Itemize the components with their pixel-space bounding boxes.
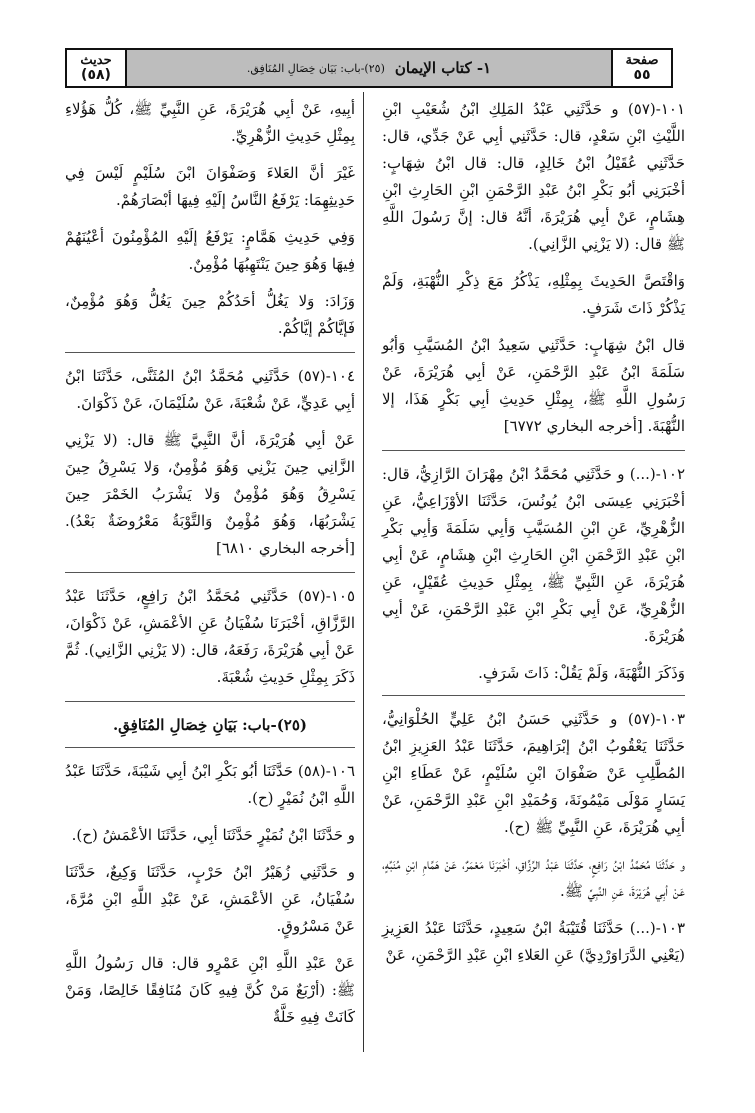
hadith-paragraph: ١٠٣-(...) حَدَّثَنَا قُتَيْبَةُ ابْنُ سَعِيدٍ، حَدَّثَنَا عَبْدُ العَزِيزِ (يَعْنِي الدَّرَاوَرْدِيَّ) عَنِ العَلاءِ ابْنِ عَبْدِ الرَّحْمَنِ، عَنْ: [382, 919, 685, 964]
hadith-paragraph: أبِيهِ، عَنْ أبِي هُرَيْرَةَ، عَنِ النَّبِيِّ ﷺ، كُلُّ هَؤُلاءِ بِمِثْلِ حَدِيثِ الزُّهْرِيِّ.: [65, 100, 355, 145]
left-column: [65, 96, 355, 1041]
hadith-label: حديث: [80, 53, 112, 68]
commentary-paragraph: وَزَادَ: وَلا يَغُلُّ أحَدُكُمْ حِينَ يَغُلُّ وَهُوَ مُؤْمِنٌ، فَإيَّاكُمْ إيَّاكُمْ.: [65, 292, 355, 337]
page-number: ٥٥: [633, 67, 651, 83]
right-column: [382, 96, 685, 979]
page-label: صفحة: [625, 53, 659, 68]
hadith-paragraph: ١٠١-(٥٧) و حَدَّثَنِي عَبْدُ المَلِكِ ابْنُ شُعَيْبِ ابْنِ اللَّيْثِ ابْنِ سَعْدٍ، قال: حَدَّثَنِي أبِي عَنْ جَدِّي، قال: حَدَّثَنِي عُقَيْلُ ابْنُ خَالِدٍ، قال: قال ابْنُ شِهَابٍ: أخْبَرَنِي أبُو بَكْرِ ابْنُ عَبْدِ الرَّحْمَنِ ابْنِ الحَارِثِ ابْنِ هِشَامٍ، عَنْ أبِي هُرَيْرَةَ، أنَّهُ قال: إنَّ رَسُولَ اللَّهِ ﷺ قال: (لا يَزْنِي الزَّانِي).: [382, 100, 685, 253]
column-divider: [363, 92, 364, 1052]
separator-line: [382, 450, 685, 451]
running-title: [137, 50, 601, 86]
hadith-paragraph: ١٠٥-(٥٧) حَدَّثَنِي مُحَمَّدُ ابْنُ رَافِعٍ، حَدَّثَنَا عَبْدُ الرَّزَّاقِ، أخْبَرَنَا سُفْيَانُ عَنِ الأعْمَشِ، عَنْ ذَكْوَانَ، عَنْ أبِي هُرَيْرَةَ، رَفَعَهُ، قال: (لا يَزْنِي الزَّانِي). ثُمَّ ذَكَرَ بِمِثْلِ حَدِيثِ شُعْبَةَ.: [65, 587, 355, 686]
commentary-paragraph: غَيْرَ أنَّ العَلاءَ وَصَفْوَانَ ابْنَ سُلَيْمٍ لَيْسَ فِي حَدِيثِهِمَا: يَرْفَعُ النَّاسُ إلَيْهِ فِيهَا أبْصَارَهُمْ.: [65, 164, 355, 209]
page-number-box: [611, 48, 673, 88]
hadith-paragraph: و حَدَّثَنِي زُهَيْرُ ابْنُ حَرْبٍ، حَدَّثَنَا وَكِيعٌ، حَدَّثَنَا سُفْيَانُ، عَنِ الأعْمَشِ، عَنْ عَبْدِ اللَّهِ ابْنِ مُرَّةَ، عَنْ مَسْرُوقٍ.: [65, 863, 355, 935]
separator-line: [65, 701, 355, 702]
book-title: ١- كتاب الإيمان: [394, 59, 492, 77]
commentary-paragraph: وَذَكَرَ النُّهْبَةَ، وَلَمْ يَقُلْ: ذَاتَ شَرَفٍ.: [478, 664, 685, 682]
separator-line: [65, 747, 355, 748]
hadith-paragraph: ١٠٦-(٥٨) حَدَّثَنَا أبُو بَكْرِ ابْنُ أبِي شَيْبَةَ، حَدَّثَنَا عَبْدُ اللَّهِ ابْنُ نُمَيْرٍ (ح).: [65, 762, 355, 807]
hadith-paragraph: ١٠٤-(٥٧) حَدَّثَنِي مُحَمَّدُ ابْنُ المُثَنَّى، حَدَّثَنَا ابْنُ أبِي عَدِيٍّ، عَنْ شُعْبَةَ، عَنْ سُلَيْمَانَ، عَنْ ذَكْوَانَ.: [65, 367, 355, 412]
hadith-paragraph: و حَدَّثَنَا ابْنُ نُمَيْرٍ حَدَّثَنَا أبِي، حَدَّثَنَا الأعْمَشُ (ح).: [71, 826, 355, 844]
chapter-heading: (٢٥)-باب: بَيَانِ خِصَالِ المُنَافِقِ.: [112, 716, 308, 734]
hadith-paragraph: عَنْ عَبْدِ اللَّهِ ابْنِ عَمْرٍو قال: قال رَسُولُ اللَّهِ ﷺ: (أرْبَعٌ مَنْ كُنَّ فِيهِ كَانَ مُنَافِقًا خَالِصًا، وَمَنْ كَانَتْ فِيهِ خَلَّةٌ: [65, 954, 355, 1026]
separator-line: [65, 352, 355, 353]
hadith-paragraph: عَنْ أبِي هُرَيْرَةَ، أنَّ النَّبِيَّ ﷺ قال: (لا يَزْنِي الزَّانِي حِينَ يَزْنِي وَهُوَ مُؤْمِنٌ، وَلا يَسْرِقُ حِينَ يَسْرِقُ وَهُوَ مُؤْمِنٌ وَلا يَشْرَبُ الخَمْرَ حِينَ يَشْرَبُهَا، وَهُوَ مُؤْمِنٌ وَالتَّوْبَةُ مَعْرُوضَةٌ بَعْدُ). [أخرجه البخاري ٦٨١٠]: [65, 431, 355, 557]
hadith-paragraph: و حَدَّثَنَا مُحَمَّدُ ابْنُ رَافِعٍ، حَدَّثَنَا عَبْدُ الرَّزَّاقِ، أخْبَرَنَا مَعْمَرٌ، عَنْ هَمَّامِ ابْنِ مُنَبِّهٍ، عَنْ أبِي هُرَيْرَةَ، عَنِ النَّبِيِّ ﷺ.: [382, 855, 685, 900]
hadith-number: (٥٨): [81, 67, 111, 83]
page-header: [65, 48, 673, 88]
hadith-paragraph: ١٠٣-(٥٧) و حَدَّثَنِي حَسَنُ ابْنُ عَلِيٍّ الحُلْوَانِيُّ، حَدَّثَنَا يَعْقُوبُ ابْنُ إبْرَاهِيمَ، حَدَّثَنَا عَبْدُ العَزِيزِ ابْنُ المُطَّلِبِ عَنْ صَفْوَانَ ابْنِ سُلَيْمٍ، عَنْ عَطَاءِ ابْنِ يَسَارٍ مَوْلَى مَيْمُونَةَ، وَحُمَيْدِ ابْنِ عَبْدِ الرَّحْمَنِ، عَنْ أبِي هُرَيْرَةَ، عَنِ النَّبِيِّ ﷺ (ح).: [382, 710, 685, 836]
commentary-paragraph: وَاقْتَصَّ الحَدِيثَ بِمِثْلِهِ، يَذْكُرُ مَعَ ذِكْرِ النُّهْبَةِ، وَلَمْ يَذْكُرْ ذَاتَ شَرَفٍ.: [382, 272, 685, 317]
separator-line: [382, 695, 685, 696]
hadith-paragraph: قال ابْنُ شِهَابٍ: حَدَّثَنِي سَعِيدُ ابْنُ المُسَيَّبِ وَأبُو سَلَمَةَ ابْنُ عَبْدِ الرَّحْمَنِ، عَنْ أبِي هُرَيْرَةَ، عَنْ رَسُولِ اللَّهِ ﷺ، بِمِثْلِ حَدِيثِ أبِي بَكْرٍ هَذَا، إلا النُّهْبَةَ. [أخرجه البخاري ٦٧٧٢]: [382, 336, 685, 435]
commentary-paragraph: وَفِي حَدِيثِ هَمَّامٍ: يَرْفَعُ إلَيْهِ المُؤْمِنُونَ أعْيُنَهُمْ فِيهَا وَهُوَ حِينَ يَنْتَهِبُهَا مُؤْمِنٌ.: [65, 228, 355, 273]
chapter-title: (٢٥)-باب: بَيَان خِصَالِ المُنَافِق.: [246, 61, 385, 75]
hadith-number-box: [65, 48, 127, 88]
separator-line: [65, 572, 355, 573]
hadith-paragraph: ١٠٢-(...) و حَدَّثَنِي مُحَمَّدُ ابْنُ مِهْرَانَ الرَّازِيُّ، قال: أخْبَرَنِي عِيسَى ابْنُ يُونُسَ، حَدَّثَنَا الأوْزَاعِيُّ، عَنِ الزُّهْرِيِّ، عَنِ ابْنِ المُسَيَّبِ وَأبِي سَلَمَةَ وَأبِي بَكْرِ ابْنِ عَبْدِ الرَّحْمَنِ ابْنِ الحَارِثِ ابْنِ هِشَامٍ، عَنْ أبِي هُرَيْرَةَ، عَنِ النَّبِيِّ ﷺ، بِمِثْلِ حَدِيثِ عُقَيْلٍ، عَنِ الزُّهْرِيِّ، عَنْ أبِي بَكْرِ ابْنِ عَبْدِ الرَّحْمَنِ، عَنْ أبِي هُرَيْرَةَ.: [382, 465, 685, 645]
